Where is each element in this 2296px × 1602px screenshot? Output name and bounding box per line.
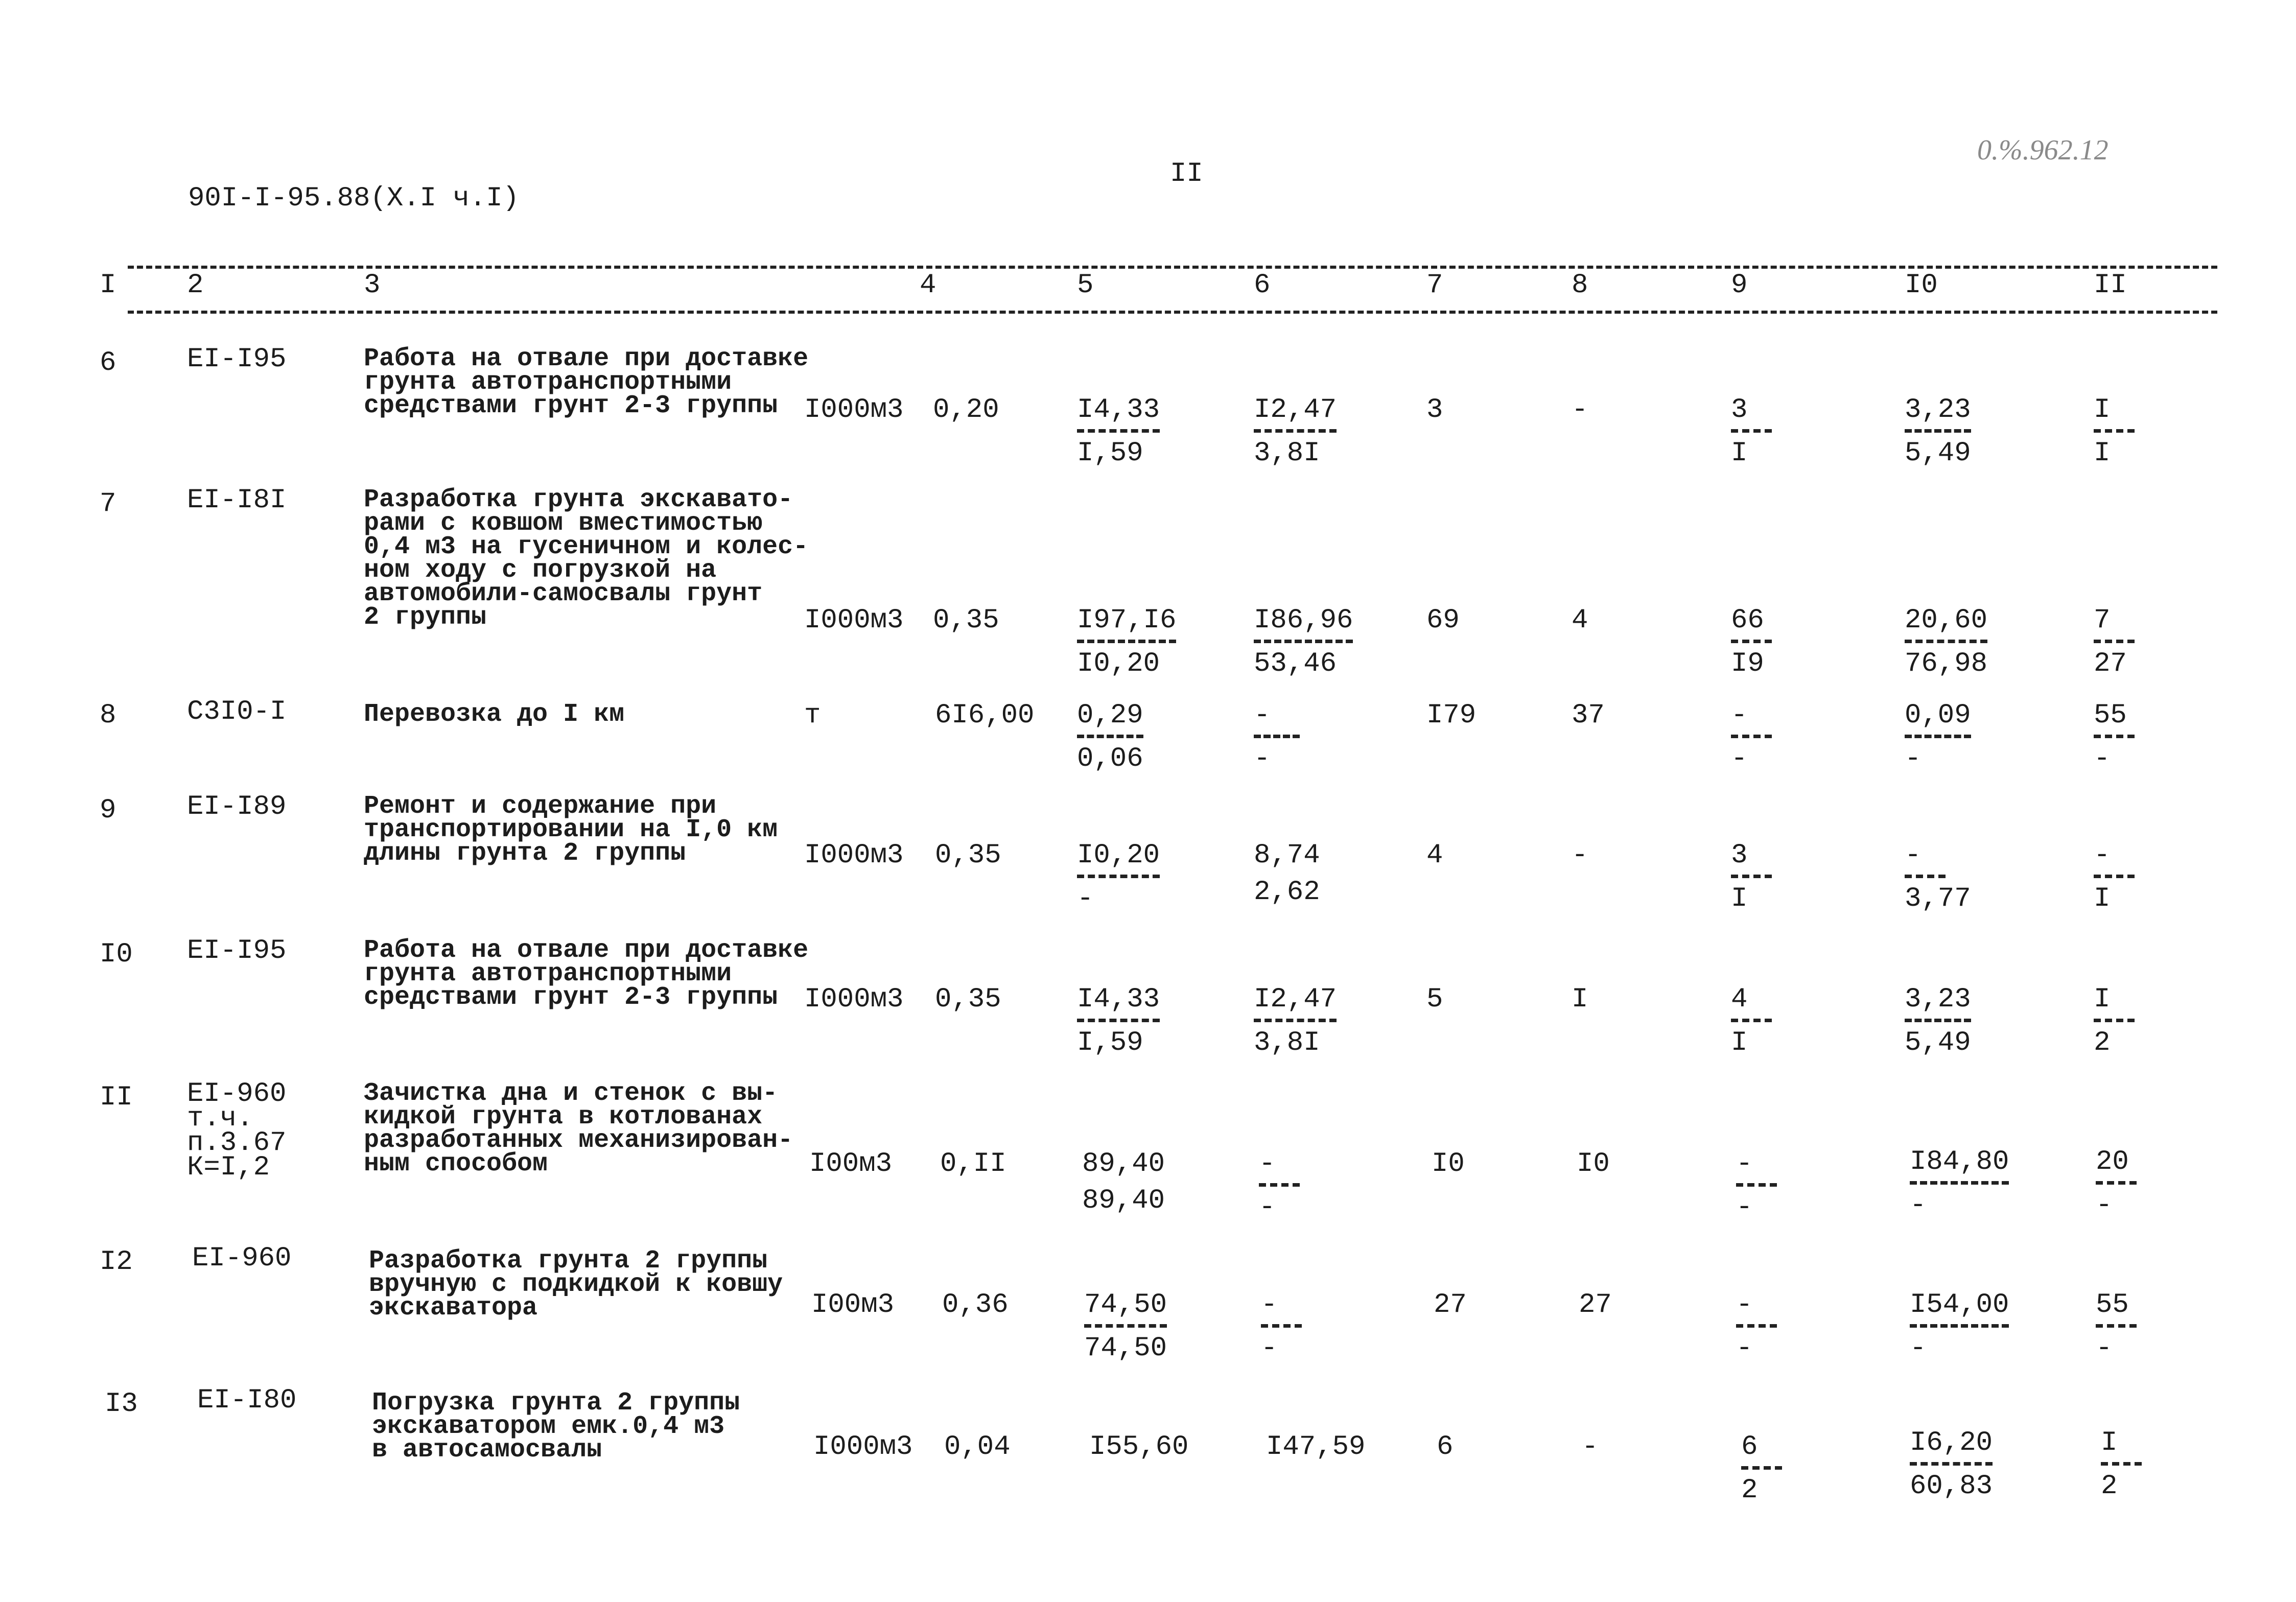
col5-fraction: 74,50 74,50: [1084, 1289, 1167, 1364]
col-header-2: 2: [187, 270, 204, 301]
col8-value: I0: [1577, 1148, 1610, 1180]
col-header-5: 5: [1077, 270, 1094, 301]
row-number: 9: [100, 795, 116, 826]
col8-value: -: [1572, 394, 1588, 426]
col9-fraction: 6 2: [1741, 1431, 1782, 1506]
col7-value: I79: [1426, 700, 1477, 731]
col9-fraction: 3 I: [1731, 840, 1772, 914]
header-rule-bottom: [128, 311, 2217, 314]
unit: I000м3: [804, 984, 904, 1015]
unit: I000м3: [804, 605, 904, 636]
quantity: 6I6,00: [935, 700, 1035, 731]
col5-fraction: I4,33 I,59: [1077, 984, 1160, 1058]
header-rule-top: [128, 266, 2217, 269]
col10-fraction: 0,09 -: [1905, 700, 1971, 774]
norm-code: EI-I95: [187, 935, 287, 967]
col7-value: 27: [1434, 1289, 1467, 1321]
col8-value: 37: [1572, 700, 1605, 731]
col7-value: 3: [1426, 394, 1443, 426]
col11-fraction: 7 27: [2094, 605, 2135, 679]
quantity: 0,35: [935, 840, 1001, 871]
unit: I000м3: [813, 1431, 913, 1463]
quantity: 0,36: [942, 1289, 1009, 1321]
col-header-11: II: [2094, 270, 2127, 301]
col7-value: 6: [1437, 1431, 1454, 1463]
col6-fraction: I2,47 3,8I: [1254, 984, 1337, 1058]
unit: I00м3: [811, 1289, 895, 1321]
handwritten-mark: 0.%.962.12: [1977, 134, 2108, 166]
col6-fraction: - -: [1254, 700, 1300, 774]
col-header-9: 9: [1731, 270, 1748, 301]
col10-fraction: I54,00 -: [1910, 1289, 2009, 1364]
unit: т: [804, 700, 821, 731]
unit: I000м3: [804, 840, 904, 871]
col6-fraction: I86,96 53,46: [1254, 605, 1353, 679]
work-description: Разработка грунта экскавато- рами с ковшом вместимостью 0,4 м3 на гусеничном и колес- ном ходу с погрузкой на автомобили-самосвалы грунт 2 группы: [364, 485, 809, 632]
norm-code: EI-960 т.ч. п.3.67 К=I,2: [187, 1078, 287, 1183]
col5-fraction: I4,33 I,59: [1077, 394, 1160, 469]
col11-fraction: 55 -: [2096, 1289, 2137, 1364]
unit: I00м3: [809, 1148, 893, 1180]
col6-fraction: - -: [1261, 1289, 1302, 1364]
col10-fraction: 20,60 76,98: [1905, 605, 1988, 679]
col-header-10: I0: [1905, 270, 1938, 301]
col9-fraction: 4 I: [1731, 984, 1772, 1058]
col9-fraction: - -: [1736, 1148, 1777, 1223]
row-number: 8: [100, 700, 116, 731]
col8-value: 4: [1572, 605, 1588, 636]
work-description: Разработка грунта 2 группы вручную с подкидкой к ковшу экскаватора: [369, 1246, 783, 1323]
col10-fraction: 3,23 5,49: [1905, 394, 1971, 469]
col6-value: I47,59: [1266, 1431, 1366, 1463]
row-number: 7: [100, 488, 116, 520]
norm-code: EI-I89: [187, 791, 287, 822]
page-number: II: [1170, 158, 1203, 190]
quantity: 0,II: [940, 1148, 1006, 1180]
norm-code: C3I0-I: [187, 696, 287, 727]
col7-value: I0: [1432, 1148, 1465, 1180]
col6-fraction: I2,47 3,8I: [1254, 394, 1337, 469]
col11-fraction: - I: [2094, 840, 2135, 914]
norm-code: EI-960: [192, 1243, 292, 1274]
norm-code: EI-I95: [187, 344, 287, 375]
col11-fraction: I 2: [2101, 1427, 2142, 1502]
col11-fraction: 20 -: [2096, 1146, 2137, 1221]
norm-code: EI-I8I: [187, 485, 287, 516]
col6-fraction: - -: [1259, 1148, 1300, 1223]
col9-fraction: 66 I9: [1731, 605, 1772, 679]
col5-fraction: 0,29 0,06: [1077, 700, 1143, 774]
work-description: Работа на отвале при доставке грунта автотранспортными средствами грунт 2-3 группы: [364, 344, 809, 420]
col-header-1: I: [100, 270, 116, 301]
col9-fraction: - -: [1736, 1289, 1777, 1364]
row-number: I0: [100, 939, 133, 970]
norm-code: EI-I80: [197, 1385, 297, 1416]
col-header-4: 4: [920, 270, 936, 301]
col8-value: -: [1572, 840, 1588, 871]
col8-value: 27: [1579, 1289, 1612, 1321]
col7-value: 69: [1426, 605, 1460, 636]
work-description: Работа на отвале при доставке грунта автотранспортными средствами грунт 2-3 группы: [364, 936, 809, 1012]
quantity: 0,35: [933, 605, 999, 636]
work-description: Перевозка до I км: [364, 700, 625, 729]
col10-fraction: I84,80 -: [1910, 1146, 2009, 1221]
col6-fraction: 8,74 2,62: [1254, 840, 1320, 908]
work-description: Ремонт и содержание при транспортировании на I,0 км длины грунта 2 группы: [364, 792, 778, 868]
unit: I000м3: [804, 394, 904, 426]
col11-fraction: I I: [2094, 394, 2135, 469]
row-number: II: [100, 1082, 133, 1113]
work-description: Погрузка грунта 2 группы экскаватором емк.0,4 м3 в автосамосвалы: [372, 1388, 740, 1465]
col-header-6: 6: [1254, 270, 1271, 301]
col11-fraction: 55 -: [2094, 700, 2135, 774]
work-description: Зачистка дна и стенок с вы- кидкой грунта в котлованах разработанных механизирован- ным способом: [364, 1079, 793, 1179]
col5-fraction: I97,I6 I0,20: [1077, 605, 1177, 679]
document-code: 90I-I-95.88(X.I ч.I): [188, 183, 520, 214]
row-number: 6: [100, 347, 116, 379]
col9-fraction: - -: [1731, 700, 1772, 774]
row-number: I3: [105, 1388, 138, 1420]
col-header-7: 7: [1426, 270, 1443, 301]
col5-value: I55,60: [1089, 1431, 1189, 1463]
col-header-3: 3: [364, 270, 381, 301]
quantity: 0,35: [935, 984, 1001, 1015]
col-header-8: 8: [1572, 270, 1588, 301]
col7-value: 5: [1426, 984, 1443, 1015]
row-number: I2: [100, 1246, 133, 1278]
col5-fraction: I0,20 -: [1077, 840, 1160, 914]
quantity: 0,04: [944, 1431, 1011, 1463]
col10-fraction: I6,20 60,83: [1910, 1427, 1993, 1502]
col10-fraction: - 3,77: [1905, 840, 1971, 914]
col10-fraction: 3,23 5,49: [1905, 984, 1971, 1058]
col11-fraction: I 2: [2094, 984, 2135, 1058]
col9-fraction: 3 I: [1731, 394, 1772, 469]
col5-fraction: 89,40 89,40: [1082, 1148, 1165, 1216]
col8-value: I: [1572, 984, 1588, 1015]
col7-value: 4: [1426, 840, 1443, 871]
col8-value: -: [1582, 1431, 1599, 1463]
quantity: 0,20: [933, 394, 999, 426]
